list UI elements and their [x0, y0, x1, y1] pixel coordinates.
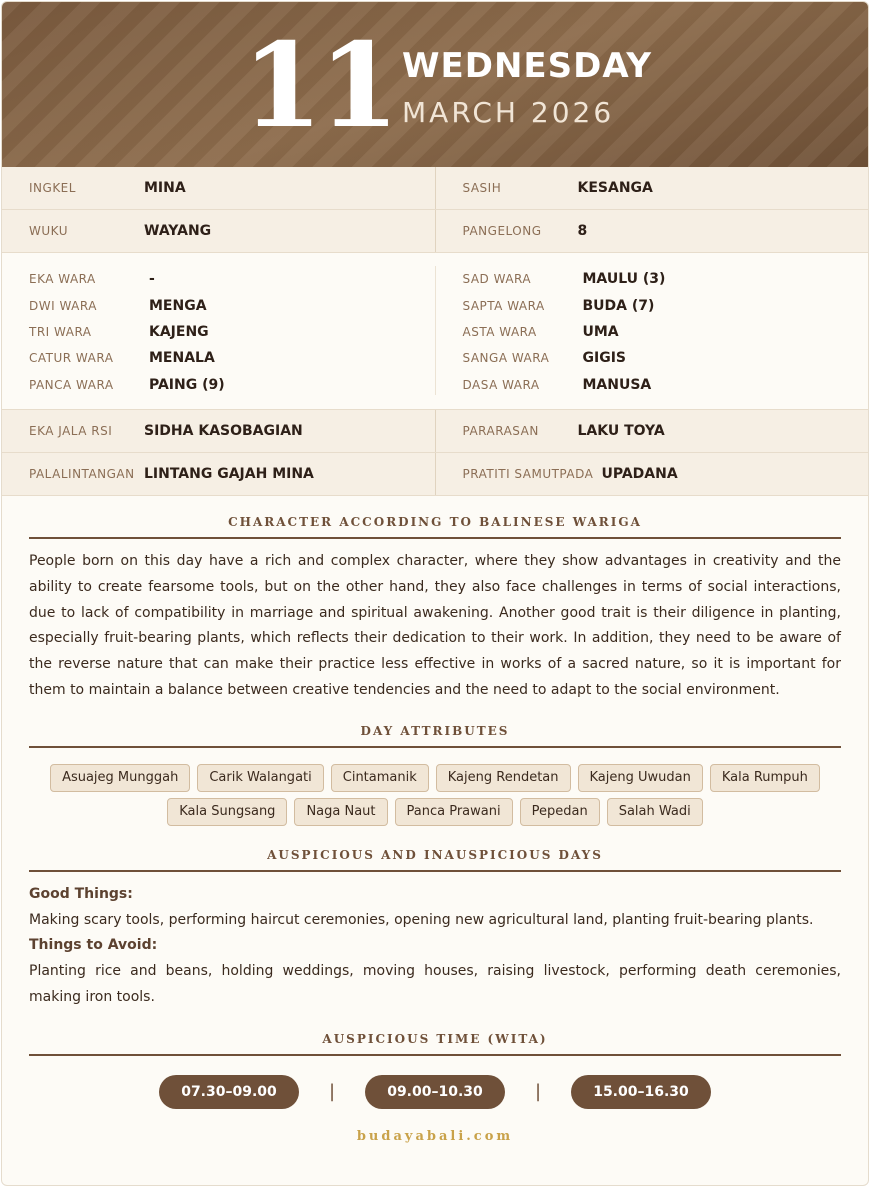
wara-row	[29, 345, 435, 371]
wara-table	[2, 253, 868, 410]
palalintangan-label: PALALINTANGAN	[29, 467, 135, 481]
good-things-text: Making scary tools, performing haircut ceremonies, opening new agricultural land, planting fruit-bearing plants.	[29, 911, 814, 928]
pangelong-label: PANGELONG	[462, 224, 542, 238]
wara-value: MENALA	[149, 350, 215, 367]
wara-label: SAD WARA	[462, 272, 532, 287]
good-things-heading: Good Things:	[29, 885, 133, 902]
eka-jala-label: EKA JALA RSI	[29, 424, 113, 438]
wara-row	[29, 266, 435, 292]
wara-row	[29, 372, 435, 398]
wuku-label: WUKU	[29, 224, 68, 238]
attribute-tag: Panca Prawani	[395, 798, 513, 826]
wara-value: PAING (9)	[149, 376, 225, 393]
eka-jala-value: SIDHA KASOBAGIAN	[144, 423, 303, 439]
attributes-section	[2, 724, 868, 826]
wara-label: SANGA WARA	[462, 351, 550, 366]
sasih-cell	[436, 167, 869, 209]
wara-label: EKA WARA	[29, 272, 96, 287]
things-to-avoid-text: Planting rice and beans, holding weddings, moving houses, raising livestock, performing death ceremonies, making iron tools.	[29, 963, 841, 1005]
attribute-tag: Salah Wadi	[607, 798, 703, 826]
pararasan-label: PARARASAN	[462, 424, 539, 438]
wara-row	[463, 372, 869, 398]
sasih-value: KESANGA	[577, 180, 653, 196]
site-footer: budayabali.com	[356, 1128, 514, 1144]
attribute-tag: Kajeng Uwudan	[578, 764, 703, 792]
wara-left-column	[2, 266, 436, 395]
days-title: AUSPICIOUS AND INAUSPICIOUS DAYS	[29, 848, 841, 872]
palalintangan-value: LINTANG GAJAH MINA	[144, 466, 314, 482]
wara-row	[463, 292, 869, 318]
attribute-tag: Carik Walangati	[197, 764, 323, 792]
calendar-card	[1, 1, 869, 1186]
day-number: 11	[242, 18, 396, 154]
wara-right-column	[436, 266, 869, 395]
wara-row	[29, 319, 435, 345]
character-title: CHARACTER ACCORDING TO BALINESE WARIGA	[29, 515, 841, 539]
attribute-tag: Pepedan	[520, 798, 600, 826]
pratiti-value: UPADANA	[601, 466, 678, 482]
wara-label: CATUR WARA	[29, 351, 114, 366]
attribute-tag: Asuajeg Munggah	[50, 764, 190, 792]
pararasan-value: LAKU TOYA	[577, 423, 665, 439]
wara-value: MENGA	[149, 297, 207, 314]
ekajala-pararasan-row	[2, 410, 868, 453]
wara-label: SAPTA WARA	[462, 298, 545, 313]
times-section	[2, 1032, 868, 1109]
attribute-tag: Naga Naut	[294, 798, 387, 826]
sasih-label: SASIH	[462, 181, 502, 195]
character-text: People born on this day have a rich and complex character, where they show advantages in creativity and the ability to create fearsome tools, but on the other hand, they also face challenges in terms of social interactions, due to lack of compatibility in marriage and spiritual awakening. Another good trait is their diligence in planting, especially fruit-bearing plants, which reflects their dedication to their work. In addition, they need to be aware of the reverse nature that can make their practice less effective in works of a sacred nature, so it is important for them to maintain a balance between creative tendencies and the need to adapt to the social environment.	[29, 553, 841, 698]
ingkel-label: INGKEL	[29, 181, 76, 195]
wara-value: MANUSA	[582, 376, 652, 393]
pratiti-cell	[436, 453, 869, 495]
pangelong-value: 8	[577, 223, 588, 239]
wara-value: UMA	[582, 323, 619, 340]
date-header	[2, 2, 868, 167]
wara-label: ASTA WARA	[462, 324, 537, 339]
character-section	[2, 515, 868, 704]
days-content	[29, 882, 841, 1011]
month-year-label: MARCH 2026	[402, 96, 615, 129]
ingkel-value: MINA	[144, 180, 186, 196]
wara-value: BUDA (7)	[582, 297, 655, 314]
time-separator: |	[328, 1081, 336, 1103]
pangelong-cell	[436, 210, 869, 252]
wara-row	[463, 345, 869, 371]
ingkel-sasih-row	[2, 167, 868, 210]
wara-label: PANCA WARA	[29, 377, 114, 392]
wara-value: KAJENG	[149, 323, 209, 340]
wara-value: GIGIS	[582, 350, 626, 367]
time-separator: |	[534, 1081, 542, 1103]
wara-label: DWI WARA	[29, 298, 97, 313]
wara-row	[463, 266, 869, 292]
wara-row	[463, 319, 869, 345]
things-to-avoid-heading: Things to Avoid:	[29, 937, 158, 954]
pratiti-label: PRATITI SAMUTPADA	[462, 467, 594, 481]
attribute-tag: Kala Sungsang	[167, 798, 287, 826]
pararasan-cell	[436, 410, 869, 452]
time-slot: 09.00–10.30	[365, 1075, 505, 1109]
attribute-tag: Cintamanik	[331, 764, 429, 792]
wuku-value: WAYANG	[144, 223, 212, 239]
attribute-tag: Kala Rumpuh	[710, 764, 820, 792]
times-title: AUSPICIOUS TIME (WITA)	[29, 1032, 841, 1056]
attributes-list	[29, 764, 841, 826]
wara-label: DASA WARA	[462, 377, 540, 392]
time-slots	[29, 1075, 841, 1109]
attribute-tag: Kajeng Rendetan	[436, 764, 571, 792]
palalintangan-pratiti-row	[2, 453, 868, 496]
time-slot: 15.00–16.30	[571, 1075, 711, 1109]
days-section	[2, 848, 868, 1011]
ingkel-cell	[2, 167, 436, 209]
time-slot: 07.30–09.00	[159, 1075, 299, 1109]
wara-label: TRI WARA	[29, 324, 92, 339]
attributes-title: DAY ATTRIBUTES	[29, 724, 841, 748]
wara-value: MAULU (3)	[582, 271, 666, 288]
wuku-pangelong-row	[2, 210, 868, 253]
wara-row	[29, 292, 435, 318]
wara-value: -	[149, 271, 155, 288]
wuku-cell	[2, 210, 436, 252]
weekday-label: WEDNESDAY	[402, 46, 653, 86]
eka-jala-cell	[2, 410, 436, 452]
palalintangan-cell	[2, 453, 436, 495]
